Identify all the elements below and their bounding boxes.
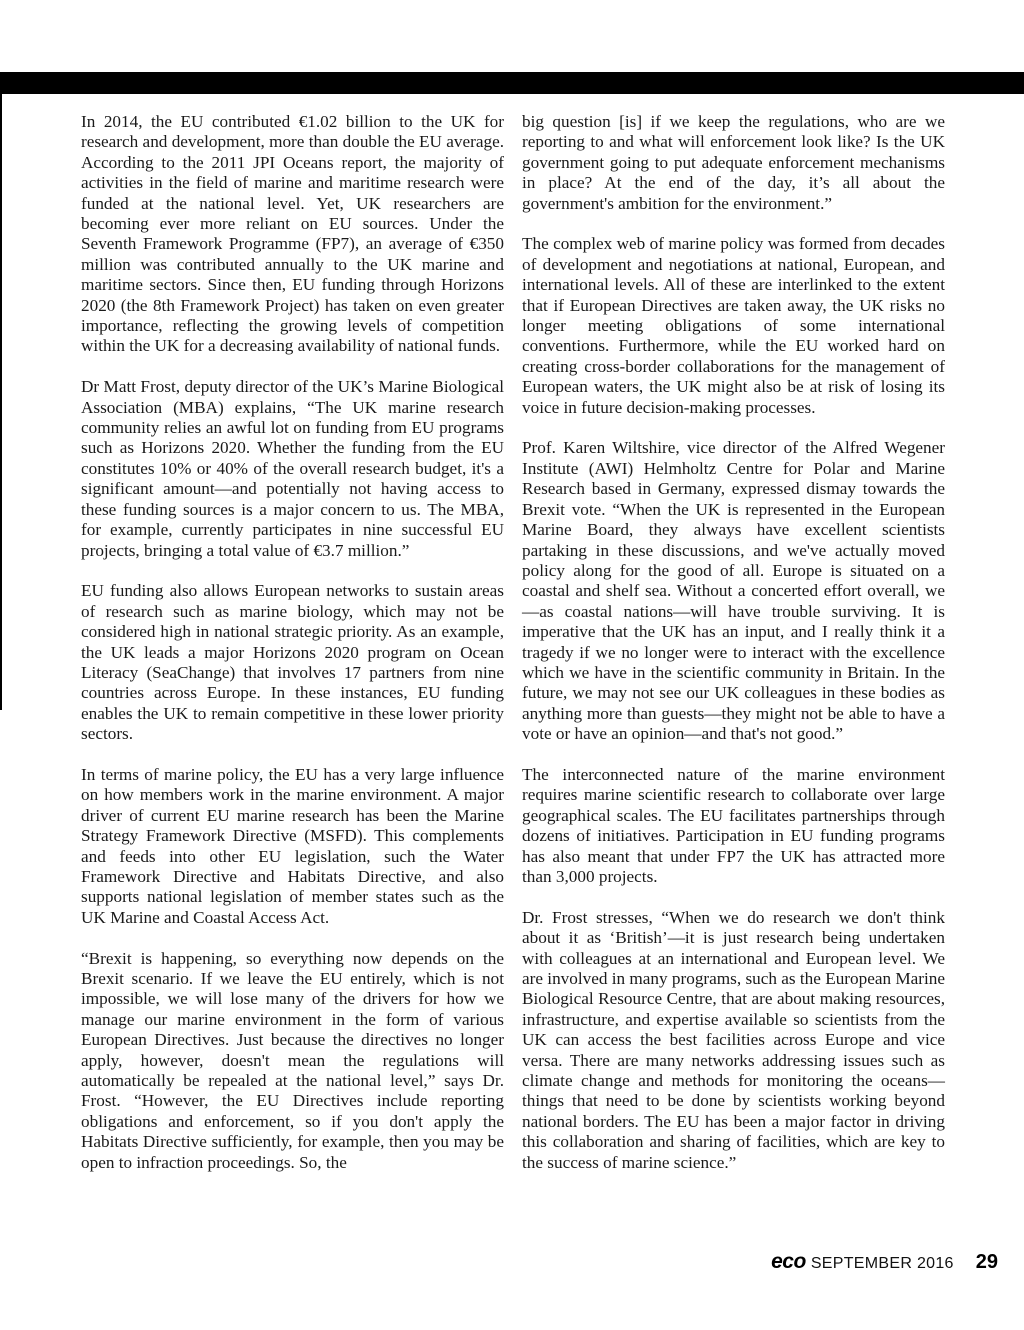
paragraph: The complex web of marine policy was formed from decades of development and negotiations at national, European, and international levels. All of these are interlinked to the extent that if European Directives are taken away, the UK risks no longer meeting obligations of some international conventions. Furthermore, while the EU worked hard on creating cross-border collaborations for the management of European waters, the UK might also be at risk of losing its voice in future decision-making processes. [522, 234, 945, 417]
magazine-brand: eco [771, 1250, 806, 1273]
header-bar [0, 72, 1024, 94]
article-column-right [522, 112, 945, 1193]
paragraph: Prof. Karen Wiltshire, vice director of the Alfred Wegener Institute (AWI) Helmholtz Centre for Polar and Marine Research based in Germany, expressed dismay towards the Brexit vote. “When the UK is represented in the European Marine Board, they always have excellent scientists partaking in these discussions, and we've actually moved policy along for the good of all. Europe is situated on a coastal and shelf sea. Without a concerted effort overall, we—as coastal nations—will have trouble surviving. It is imperative that the UK has an input, and I really think it a tragedy if we no longer were to interact with the excellence which we have in the scientific community in Britain. In the future, we may not see our UK colleagues in these bodies as anything more than guests—they might not be able to have a vote or have an opinion—and that's not good.” [522, 438, 945, 744]
page-number: 29 [975, 1251, 998, 1273]
paragraph: big question [is] if we keep the regulations, who are we reporting to and what will enforcement look like? Is the UK government going to put adequate enforcement mechanisms in place? At the end of the day, it’s all about the government's ambition for the environment.” [522, 112, 945, 213]
issue-date: SEPTEMBER 2016 [810, 1255, 954, 1272]
paragraph: Dr Matt Frost, deputy director of the UK’s Marine Biological Association (MBA) explains, “The UK marine research community relies an awful lot on funding from EU programs such as Horizons 2020. Whether the funding from the EU constitutes 10% or 40% of the overall research budget, it's a significant amount—and potentially not having access to these funding sources is a major concern to us. The MBA, for example, currently participates in nine successful EU projects, bringing a total value of €3.7 million.” [81, 377, 504, 560]
left-edge-rule [0, 94, 2, 710]
paragraph: EU funding also allows European networks to sustain areas of research such as marine biology, which may not be considered high in national strategic priority. As an example, the UK leads a major Horizons 2020 program on Ocean Literacy (SeaChange) that involves 17 partners from nine countries across Europe. In these instances, EU funding enables the UK to remain competitive in these lower priority sectors. [81, 581, 504, 744]
paragraph: The interconnected nature of the marine environment requires marine scientific research to collaborate over large geographical scales. The EU facilitates partnerships through dozens of initiatives. Participation in EU funding programs has also meant that under FP7 the UK has attracted more than 3,000 projects. [522, 764, 945, 886]
paragraph: In terms of marine policy, the EU has a very large influence on how members work in the marine environment. A major driver of current EU marine research has been the Marine Strategy Framework Directive (MSFD). This complements and feeds into other EU legislation, such the Water Framework Directive and Habitats Directive, and also supports national legislation of member states such as the UK Marine and Coastal Access Act. [81, 764, 504, 927]
paragraph: In 2014, the EU contributed €1.02 billion to the UK for research and development, more than double the EU average. According to the 2011 JPI Oceans report, the majority of activities in the field of marine and maritime research were funded at the national level. Yet, UK researchers are becoming ever more reliant on EU sources. Under the Seventh Framework Programme (FP7), an average of €350 million was contributed annually to the UK marine and maritime sectors. Since then, EU funding through Horizons 2020 (the 8th Framework Project) has taken on even greater importance, reflecting the growing levels of competition within the UK for a decreasing availability of national funds. [81, 112, 504, 356]
paragraph: Dr. Frost stresses, “When we do research we don't think about it as ‘British’—it is just research being undertaken with colleagues at an international and European level. We are involved in many programs, such as the European Marine Biological Resource Centre, that are about making resources, infrastructure, and expertise available so scientists from the UK can access the best facilities across Europe and vice versa. There are many networks addressing issues such as climate change and methods for monitoring the oceans—things that need to be done by scientists working beyond national borders. The EU has been a major factor in driving this collaboration and sharing of facilities, which are key to the success of marine science.” [522, 907, 945, 1172]
article-column-left [81, 112, 504, 1193]
paragraph: “Brexit is happening, so everything now depends on the Brexit scenario. If we leave the EU entirely, which is not impossible, we will lose many of the drivers for how we manage our marine environment in the form of various European Directives. Just because the directives no longer apply, however, doesn't mean the regulations will automatically be repealed at the national level,” says Dr. Frost. “However, the EU Directives include reporting obligations and enforcement, so if you don't apply the Habitats Directive sufficiently, for example, then you may be open to infraction proceedings. So, the [81, 948, 504, 1172]
page-footer [771, 1250, 998, 1274]
